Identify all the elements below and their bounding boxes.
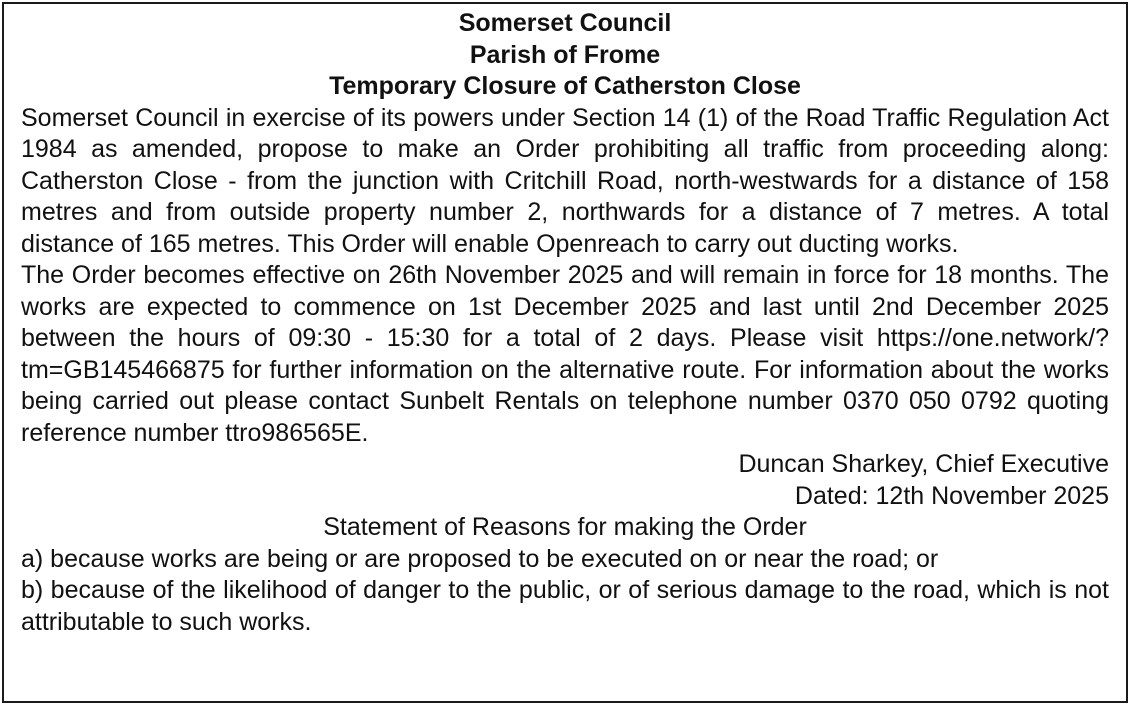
order-details-paragraph: The Order becomes effective on 26th November 2025 and will remain in force for 18 months. The works are expected to commence on 1st December 2025 and last until 2nd December 2025 between the hours of 09:30 - 15:30 for a total of 2 days. Please visit https://one.network/?tm=GB145466875 for further information on the alternative route. For information about the works being carried out please contact Sunbelt Rentals on telephone number 0370 050 0792 quoting reference number ttro986565E. [21,261,1109,447]
authority-name: Somerset Council [458,9,672,37]
parish-name: Parish of Frome [469,40,661,69]
reason-a: a) because works are being or are proposed to be executed on or near the road; or [21,544,939,573]
notice-title: Temporary Closure of Catherston Close [329,72,801,100]
reason-b: b) because of the likelihood of danger to the public, or of serious damage to the road, which is not attributable to such works. [21,576,1109,636]
public-notice [2,2,1128,703]
reasons-heading: Statement of Reasons for making the Order [323,513,807,541]
dated-line: Dated: 12th November 2025 [794,481,1109,510]
order-description-paragraph: Somerset Council in exercise of its powers under Section 14 (1) of the Road Traffic Regulation Act 1984 as amended, propose to make an Order prohibiting all traffic from proceeding along: Catherston Close - from the junction with Critchill Road, north-westwards for a distance of 158 metres and from outside property number 2, northwards for a distance of 7 metres. A total distance of 165 metres. This Order will enable Openreach to carry out ducting works. [21,103,1109,258]
signatory: Duncan Sharkey, Chief Executive [738,450,1109,478]
notice-heading [21,8,1109,103]
